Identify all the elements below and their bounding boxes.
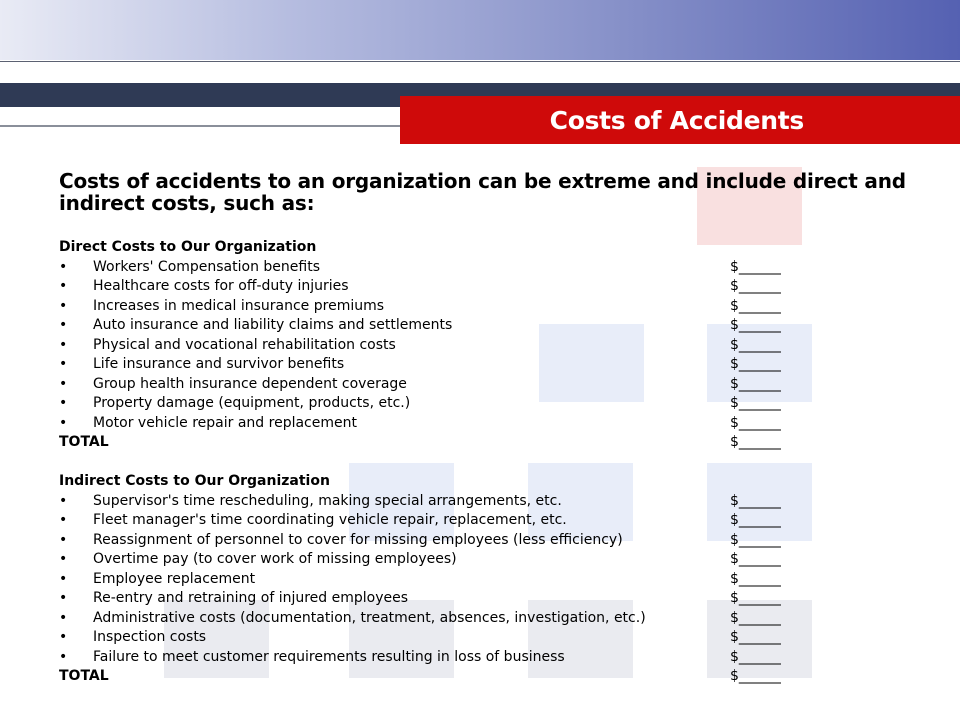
- cost-row: [59, 550, 919, 570]
- slide-content: [59, 170, 919, 687]
- bullet-icon: •: [59, 570, 68, 587]
- cost-item-label: Fleet manager's time coordinating vehicle repair, replacement, etc.: [93, 512, 567, 528]
- bullet-icon: •: [59, 551, 68, 567]
- title-bar: [400, 96, 960, 144]
- cost-amount-blank: $______: [730, 609, 781, 626]
- top-gradient-banner: [0, 0, 960, 60]
- bullet-icon: •: [59, 258, 68, 275]
- cost-amount-blank: $______: [730, 258, 781, 275]
- cost-item-label: Reassignment of personnel to cover for missing employees (less efficiency): [93, 531, 623, 548]
- cost-item-label: Property damage (equipment, products, etc.): [93, 395, 411, 411]
- bullet-icon: •: [59, 492, 68, 509]
- cost-item-label: Failure to meet customer requirements resulting in loss of business: [93, 648, 565, 665]
- cost-row: [59, 336, 919, 356]
- cost-item-label: Increases in medical insurance premiums: [93, 297, 385, 314]
- cost-amount-blank: $______: [730, 551, 781, 567]
- cost-amount-blank: $______: [730, 356, 781, 372]
- bullet-icon: •: [59, 414, 68, 431]
- indirect-total-row: [59, 667, 919, 687]
- cost-amount-blank: $______: [730, 317, 781, 333]
- cost-amount-blank: $______: [730, 590, 781, 606]
- cost-row: [59, 277, 919, 297]
- cost-item-label: Physical and vocational rehabilitation costs: [93, 336, 396, 353]
- bullet-icon: •: [59, 590, 68, 606]
- bullet-icon: •: [59, 629, 68, 645]
- bullet-icon: •: [59, 356, 68, 372]
- cost-amount-blank: $______: [730, 629, 781, 645]
- cost-row: [59, 355, 919, 375]
- header-divider: [0, 61, 960, 62]
- bullet-icon: •: [59, 336, 68, 353]
- cost-row: [59, 316, 919, 336]
- cost-row: [59, 609, 919, 629]
- cost-row: [59, 375, 919, 395]
- total-label: TOTAL: [59, 434, 109, 450]
- cost-row: [59, 628, 919, 648]
- cost-amount-blank: $______: [730, 512, 781, 528]
- direct-total-row: [59, 433, 919, 453]
- cost-amount-blank: $______: [730, 648, 781, 665]
- indirect-costs-list: [59, 492, 919, 668]
- cost-amount-blank: $______: [730, 278, 781, 294]
- indirect-costs-heading: Indirect Costs to Our Organization: [59, 473, 330, 489]
- bullet-icon: •: [59, 317, 68, 333]
- cost-amount-blank: $______: [730, 297, 781, 314]
- total-amount-blank: $______: [730, 434, 781, 450]
- cost-item-label: Life insurance and survivor benefits: [93, 356, 345, 372]
- bullet-icon: •: [59, 297, 68, 314]
- total-label: TOTAL: [59, 668, 109, 684]
- cost-item-label: Inspection costs: [93, 629, 207, 645]
- cost-amount-blank: $______: [730, 414, 781, 431]
- bullet-icon: •: [59, 278, 68, 294]
- page-title: Costs of Accidents: [549, 105, 804, 135]
- cost-amount-blank: $______: [730, 570, 781, 587]
- intro-text: Costs of accidents to an organization can be extreme and include direct and indirect costs, such as:: [59, 169, 906, 215]
- header-underline: [0, 125, 400, 127]
- cost-item-label: Motor vehicle repair and replacement: [93, 414, 357, 431]
- cost-amount-blank: $______: [730, 395, 781, 411]
- cost-item-label: Healthcare costs for off-duty injuries: [93, 278, 349, 294]
- cost-amount-blank: $______: [730, 492, 781, 509]
- cost-row: [59, 589, 919, 609]
- cost-row: [59, 570, 919, 590]
- direct-costs-list: [59, 258, 919, 434]
- cost-row: [59, 511, 919, 531]
- cost-row: [59, 297, 919, 317]
- cost-item-label: Group health insurance dependent coverage: [93, 375, 407, 392]
- cost-item-label: Auto insurance and liability claims and settlements: [93, 317, 453, 333]
- cost-row: [59, 648, 919, 668]
- cost-item-label: Administrative costs (documentation, treatment, absences, investigation, etc.): [93, 609, 646, 626]
- bullet-icon: •: [59, 395, 68, 411]
- bullet-icon: •: [59, 609, 68, 626]
- cost-item-label: Re-entry and retraining of injured employees: [93, 590, 409, 606]
- total-amount-blank: $______: [730, 668, 781, 684]
- bullet-icon: •: [59, 531, 68, 548]
- cost-item-label: Overtime pay (to cover work of missing employees): [93, 551, 457, 567]
- cost-item-label: Supervisor's time rescheduling, making special arrangements, etc.: [93, 492, 562, 509]
- cost-row: [59, 414, 919, 434]
- bullet-icon: •: [59, 375, 68, 392]
- cost-item-label: Employee replacement: [93, 570, 256, 587]
- cost-row: [59, 531, 919, 551]
- cost-row: [59, 394, 919, 414]
- cost-amount-blank: $______: [730, 336, 781, 353]
- cost-amount-blank: $______: [730, 375, 781, 392]
- cost-amount-blank: $______: [730, 531, 781, 548]
- cost-item-label: Workers' Compensation benefits: [93, 258, 320, 275]
- bullet-icon: •: [59, 512, 68, 528]
- cost-row: [59, 258, 919, 278]
- direct-costs-heading: Direct Costs to Our Organization: [59, 239, 317, 255]
- bullet-icon: •: [59, 648, 68, 665]
- cost-row: [59, 492, 919, 512]
